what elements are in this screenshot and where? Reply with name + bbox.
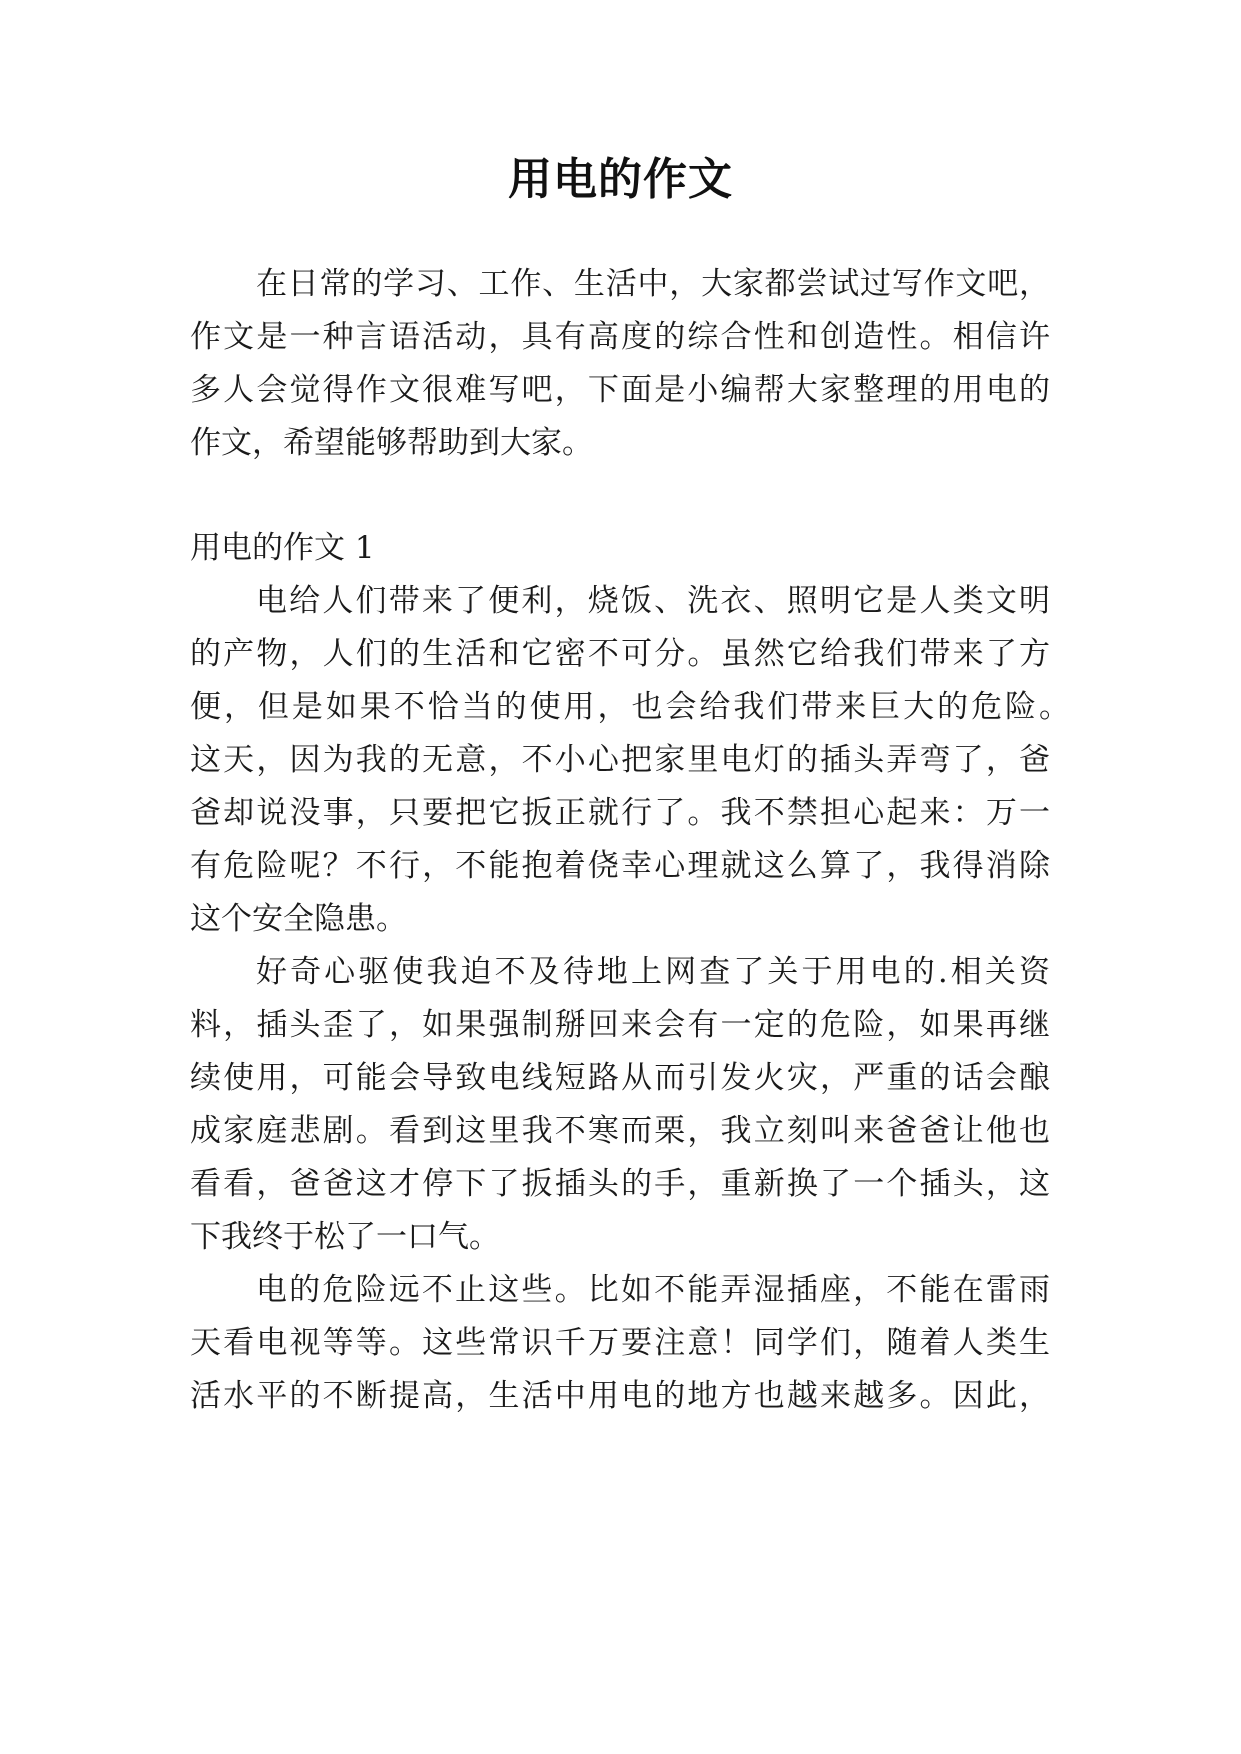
paragraph-line: 好奇心驱使我迫不及待地上网查了关于用电的.相关资 (256, 954, 1050, 990)
paragraph-line: 看看，爸爸这才停下了扳插头的手，重新换了一个插头，这 (190, 1166, 1050, 1202)
paragraph-line: 的产物，人们的生活和它密不可分。虽然它给我们带来了方 (190, 636, 1050, 672)
section-heading: 用电的作文 1 (190, 530, 375, 566)
paragraph-line: 成家庭悲剧。看到这里我不寒而栗，我立刻叫来爸爸让他也 (190, 1113, 1050, 1149)
paragraph-line: 天看电视等等。这些常识千万要注意！同学们，随着人类生 (190, 1325, 1050, 1361)
paragraph-line: 爸却说没事，只要把它扳正就行了。我不禁担心起来：万一 (190, 795, 1050, 831)
intro-line: 作文，希望能够帮助到大家。 (190, 425, 593, 461)
paragraph-line: 电的危险远不止这些。比如不能弄湿插座，不能在雷雨 (256, 1272, 1050, 1308)
paragraph-line: 有危险呢？不行，不能抱着侥幸心理就这么算了，我得消除 (190, 848, 1050, 884)
document-title: 用电的作文 (508, 154, 733, 205)
paragraph-line: 料，插头歪了，如果强制掰回来会有一定的危险，如果再继 (190, 1007, 1050, 1043)
paragraph-line: 活水平的不断提高，生活中用电的地方也越来越多。因此， (190, 1378, 1050, 1414)
intro-line: 作文是一种言语活动，具有高度的综合性和创造性。相信许 (190, 319, 1050, 355)
paragraph-line: 便，但是如果不恰当的使用，也会给我们带来巨大的危险。 (190, 689, 1070, 725)
paragraph-line: 这个安全隐患。 (190, 901, 407, 937)
paragraph-line: 续使用，可能会导致电线短路从而引发火灾，严重的话会酿 (190, 1060, 1050, 1096)
intro-line: 在日常的学习、工作、生活中，大家都尝试过写作文吧， (256, 266, 1050, 302)
paragraph-line: 下我终于松了一口气。 (190, 1219, 500, 1255)
paragraph-line: 电给人们带来了便利，烧饭、洗衣、照明它是人类文明 (256, 583, 1050, 619)
intro-line: 多人会觉得作文很难写吧，下面是小编帮大家整理的用电的 (190, 372, 1050, 408)
paragraph-line: 这天，因为我的无意，不小心把家里电灯的插头弄弯了，爸 (190, 742, 1050, 778)
